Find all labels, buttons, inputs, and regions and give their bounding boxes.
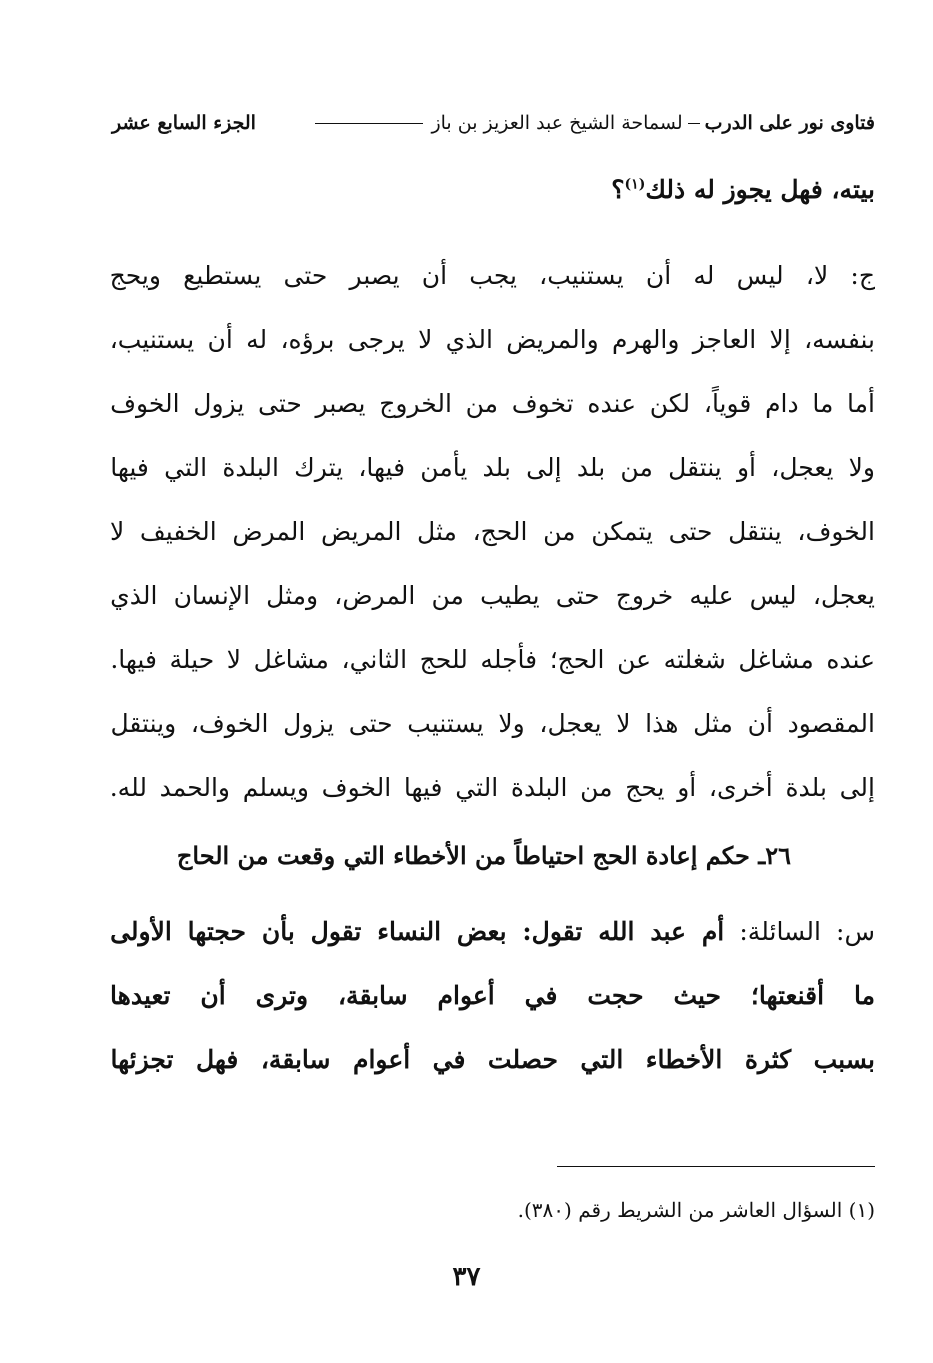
answer-line: ولا يعجل، أو ينتقل من بلد إلى بلد يأمن فيها، يترك البلدة التي فيها — [110, 453, 875, 482]
question-text: أم عبد الله تقول: بعض النساء تقول بأن حجتها الأولى — [110, 917, 725, 946]
footnote: (١) السؤال العاشر من الشريط رقم (٣٨٠). — [517, 1198, 875, 1222]
answer-line: إلى بلدة أخرى، أو يحج من البلدة التي فيها الخوف ويسلم والحمد لله. — [109, 773, 875, 802]
question-continuation — [110, 158, 875, 222]
question-prefix: س: السائلة: — [724, 917, 875, 946]
header-author: لسماحة الشيخ عبد العزيز بن باز — [431, 112, 683, 134]
section-heading: ٢٦ـ حكم إعادة الحج احتياطاً من الأخطاء التي وقعت من الحاج — [176, 841, 791, 870]
question-line: بسبب كثرة الأخطاء التي حصلت في أعوام سابقة، فهل تجزئها — [110, 1045, 875, 1074]
answer-line: الخوف، ينتقل حتى يتمكن من الحج، مثل المريض المرض الخفيف لا — [110, 517, 875, 546]
running-header — [112, 106, 875, 140]
footnote-separator — [557, 1166, 875, 1167]
question-line: ما أقنعتها؛ حيث حجت في أعوام سابقة، وترى أن تعيدها — [110, 981, 875, 1010]
answer-line: بنفسه، إلا العاجز والهرم والمريض الذي لا يرجى برؤه، له أن يستنيب، — [109, 325, 875, 354]
question-paragraph — [110, 900, 875, 1092]
answer-paragraph — [110, 244, 875, 820]
header-rule — [315, 123, 423, 124]
header-volume: الجزء السابع عشر — [112, 112, 256, 134]
question-mark: ؟ — [611, 175, 625, 204]
answer-line: يعجل، ليس عليه خروج حتى يطيب من المرض، ومثل الإنسان الذي — [110, 581, 875, 610]
answer-line: المقصود أن مثل هذا لا يعجل، ولا يستنيب حتى يزول الخوف، وينتقل — [110, 709, 875, 738]
answer-line: أما ما دام قوياً، لكن عنده تخوف من الخروج يصبر حتى يزول الخوف — [110, 389, 875, 418]
footnote-reference: (١) — [624, 176, 646, 193]
question-continuation-text: بيته، فهل يجوز له ذلك — [645, 175, 875, 204]
header-book-title: فتاوى نور على الدرب — [704, 112, 875, 134]
answer-line: ج: لا، ليس له أن يستنيب، يجب أن يصبر حتى يستطيع ويحج — [109, 261, 875, 290]
question-line — [110, 900, 875, 964]
page-number: ٣٧ — [452, 1262, 481, 1292]
header-separator-dash — [688, 123, 700, 124]
question-continuation-line — [110, 158, 875, 222]
answer-line: عنده مشاغل شغلته عن الحج؛ فأجله للحج الثاني، مشاغل لا حيلة فيها. — [110, 645, 875, 674]
header-book-info — [315, 112, 875, 134]
